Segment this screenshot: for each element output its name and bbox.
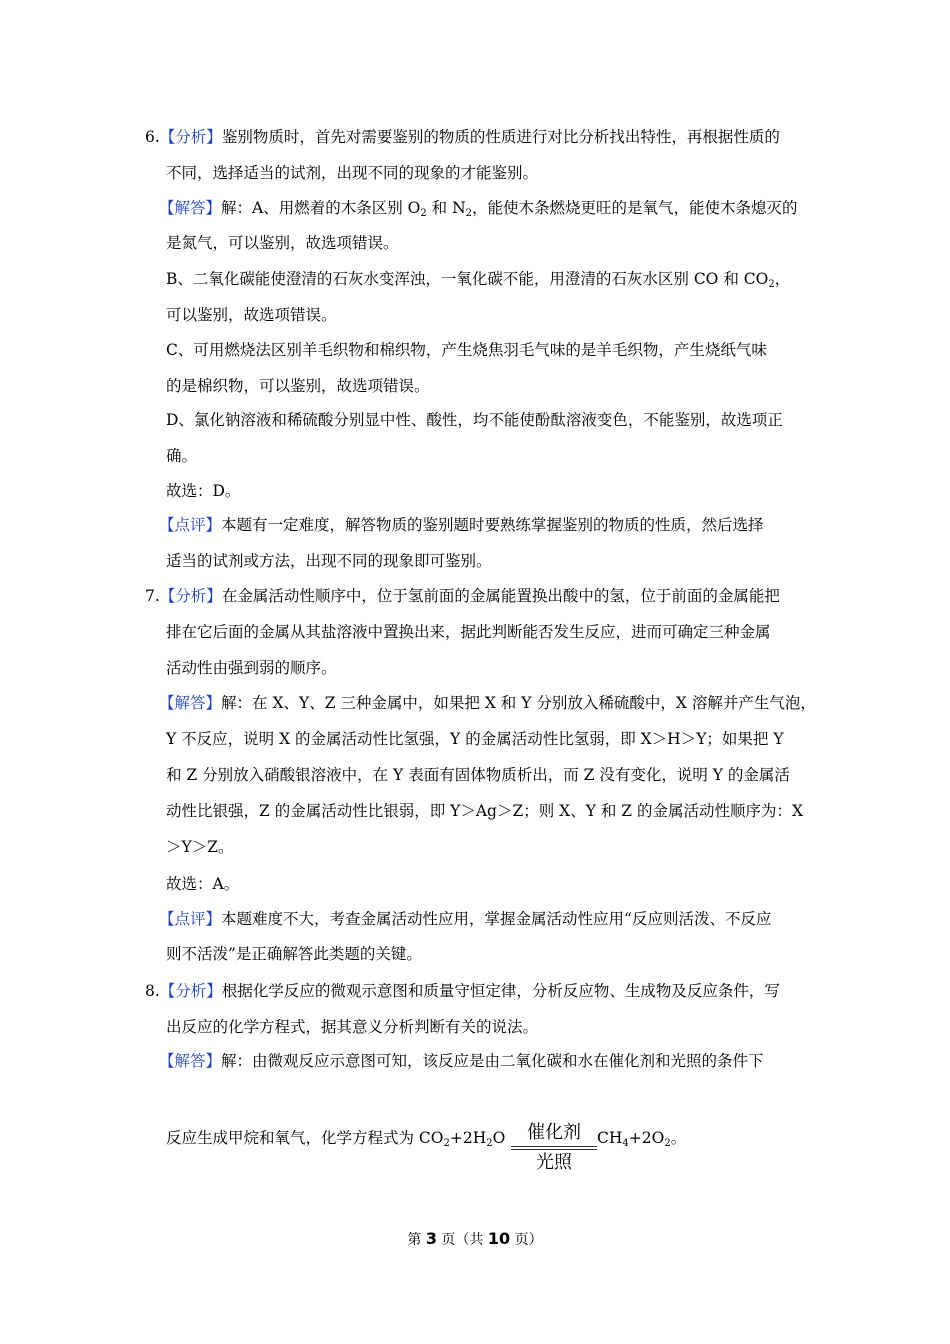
q7-analysis-line-3: 活动性由强到弱的顺序。 (166, 659, 337, 677)
total-pages: 10 (487, 1229, 511, 1248)
q7-answer-line-1: 【解答】解：在 X、Y、Z 三种金属中，如果把 X 和 Y 分别放入稀硫酸中，X 溶解并产生气泡， (159, 694, 816, 712)
q7-answer-line-5: ＞Y＞Z。 (166, 838, 234, 856)
q6-option-b-line-2: 可以鉴别，故选项错误。 (166, 306, 337, 324)
q6-comment-line-2: 适当的试剂或方法，出现不同的现象即可鉴别。 (166, 552, 492, 570)
q8-answer-line-1: 【解答】解：由微观反应示意图可知，该反应是由二氧化碳和水在催化剂和光照的条件下 (159, 1052, 764, 1070)
page-number: 3 (425, 1229, 437, 1248)
q6-option-d-line-2: 确。 (166, 447, 198, 465)
analysis-tag: 【分析】 (159, 128, 222, 146)
q7-answer-line-2: Y 不反应，说明 X 的金属活动性比氢强，Y 的金属活动性比氢弱，即 X＞H＞Y；如果把 Y (166, 730, 784, 748)
answer-tag: 【解答】 (159, 694, 222, 712)
q8-analysis-line-2: 出反应的化学方程式，据其意义分析判断有关的说法。 (166, 1018, 539, 1036)
q7-answer-line-4: 动性比银强，Z 的金属活动性比银弱，即 Y＞Ag＞Z；则 X、Y 和 Z 的金属活动性顺序为：X (166, 802, 804, 820)
q7-comment-line-1: 【点评】本题难度不大，考查金属活动性应用，掌握金属活动性应用“反应则活泼、不反应 (159, 910, 772, 928)
question-number: 8. (145, 982, 160, 1000)
q8-analysis-line-1: 8.【分析】根据化学反应的微观示意图和质量守恒定律，分析反应物、生成物及反应条件，写 (145, 982, 780, 1000)
q6-analysis-line-2: 不同，选择适当的试剂，出现不同的现象的才能鉴别。 (166, 164, 539, 182)
q6-comment-line-1: 【点评】本题有一定难度，解答物质的鉴别题时要熟练掌握鉴别的物质的性质，然后选择 (159, 516, 764, 534)
q7-answer-line-3: 和 Z 分别放入硝酸银溶液中，在 Y 表面有固体物质析出，而 Z 没有变化，说明 Y 的金属活 (166, 766, 790, 784)
answer-tag: 【解答】 (159, 1052, 222, 1070)
q7-choice: 故选：A。 (166, 875, 240, 893)
q7-analysis-line-2: 排在它后面的金属从其盐溶液中置换出来，据此判断能否发生反应，进而可确定三种金属 (166, 623, 771, 641)
comment-tag: 【点评】 (159, 910, 222, 928)
equals-line-top (511, 1146, 597, 1147)
reaction-condition (511, 1120, 597, 1180)
question-number: 7. (145, 587, 160, 605)
light-label: 光照 (536, 1152, 572, 1173)
q6-option-d-line-1: D、氯化钠溶液和稀硫酸分别显中性、酸性，均不能使酚酞溶液变色，不能鉴别，故选项正 (166, 411, 783, 429)
q7-comment-line-2: 则不活泼”是正确解答此类题的关键。 (166, 945, 422, 963)
q6-option-b-line-1: B、二氧化碳能使澄清的石灰水变浑浊，一氧化碳不能，用澄清的石灰水区别 CO 和 $CO_2$， (166, 270, 791, 290)
q6-answer-line-1: 【解答】解：A、用燃着的木条区别 $O_2$ 和 $N_2$，能使木条燃烧更旺的是氧气，能使木条熄灭的 (159, 199, 798, 219)
analysis-tag: 【分析】 (159, 587, 222, 605)
page-footer: 第 3 页（共 10 页） (407, 1229, 543, 1248)
q8-equation-left: 反应生成甲烷和氧气，化学方程式为 $CO_2+2H_2O$ (166, 1129, 506, 1149)
comment-tag: 【点评】 (159, 516, 222, 534)
answer-tag: 【解答】 (159, 199, 222, 217)
q6-choice: 故选：D。 (166, 482, 241, 500)
q6-option-c-line-2: 的是棉织物，可以鉴别，故选项错误。 (166, 377, 430, 395)
q6-answer-line-2: 是氮气，可以鉴别，故选项错误。 (166, 234, 399, 252)
catalyst-label: 催化剂 (527, 1122, 581, 1143)
q6-option-c-line-1: C、可用燃烧法区别羊毛织物和棉织物，产生烧焦羽毛气味的是羊毛织物，产生烧纸气味 (166, 341, 767, 359)
analysis-tag: 【分析】 (159, 982, 222, 1000)
q7-analysis-line-1: 7.【分析】在金属活动性顺序中，位于氢前面的金属能置换出酸中的氢，位于前面的金属能把 (145, 587, 780, 605)
q8-equation-right: $CH_4+2O_2$。 (597, 1129, 687, 1149)
question-number: 6. (145, 128, 160, 146)
q6-analysis-line-1: 6.【分析】鉴别物质时，首先对需要鉴别的物质的性质进行对比分析找出特性，再根据性质的 (145, 128, 780, 146)
